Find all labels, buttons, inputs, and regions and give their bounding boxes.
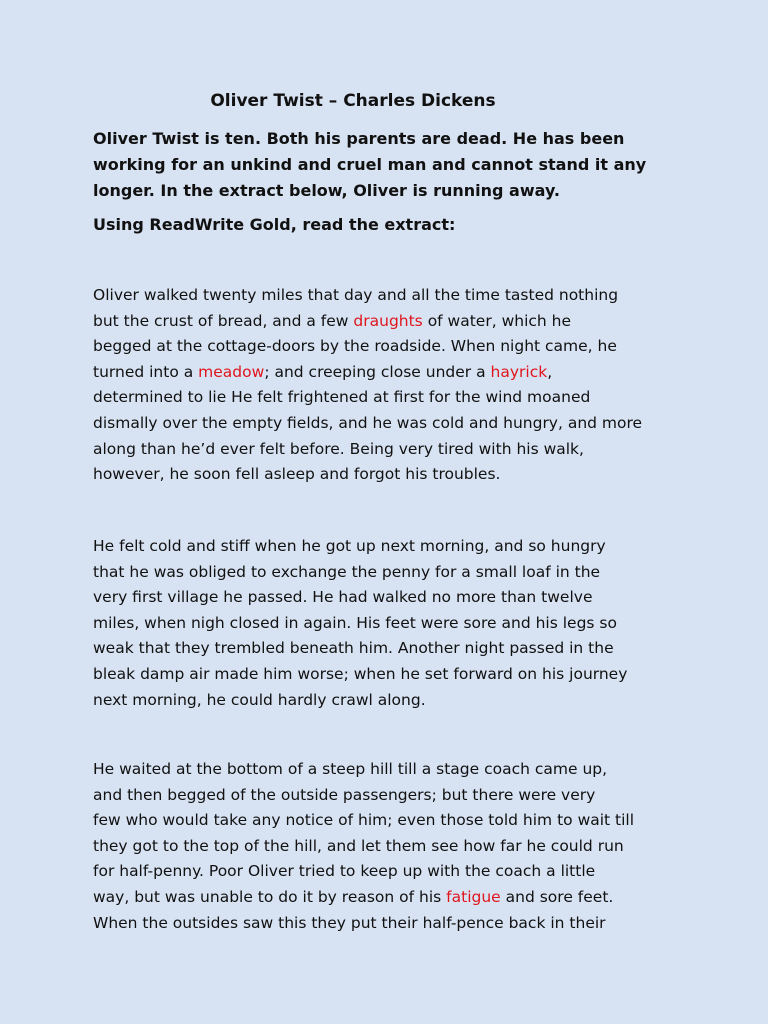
text-segment: , (547, 362, 553, 381)
paragraph-line (93, 885, 634, 911)
paragraph-line: few who would take any notice of him; even those told him to wait till (93, 811, 635, 830)
paragraph-line: next morning, he could hardly crawl along. (93, 690, 426, 709)
paragraph-line: miles, when nigh closed in again. His feet were sore and his legs so (93, 613, 617, 632)
text-segment: and sore feet. (500, 887, 614, 906)
paragraph-line: however, he soon fell asleep and forgot his troubles. (93, 465, 501, 484)
document-page (93, 88, 693, 932)
paragraph-line: When the outsides saw this they put their half-pence back in their (93, 913, 606, 932)
paragraph-line: Oliver walked twenty miles that day and all the time tasted nothing (93, 286, 619, 304)
instruction-text: Using ReadWrite Gold, read the extract: (93, 215, 456, 234)
paragraph-line: begged at the cottage-doors by the roadside. When night came, he (93, 337, 617, 356)
paragraph-line: very first village he passed. He had walked no more than twelve (93, 588, 593, 607)
paragraph-line: determined to lie He felt frightened at first for the wind moaned (93, 388, 591, 407)
paragraph-line: that he was obliged to exchange the penny for a small loaf in the (93, 562, 601, 581)
paragraph-line: along than he’d ever felt before. Being very tired with his walk, (93, 439, 584, 458)
text-segment: turned into a (93, 362, 199, 381)
paragraph-line (93, 309, 642, 335)
paragraph-line: they got to the top of the hill, and let them see how far he could run (93, 836, 624, 855)
paragraph-line: dismally over the empty fields, and he was cold and hungry, and more (93, 413, 643, 432)
intro-line: Oliver Twist is ten. Both his parents are dead. He has been (93, 129, 625, 148)
highlighted-word-draughts: draughts (353, 311, 423, 330)
highlighted-word-meadow: meadow (198, 362, 265, 381)
text-segment: of water, which he (422, 311, 572, 330)
paragraph-line (93, 360, 642, 386)
extract-paragraph-3 (93, 757, 634, 936)
extract-paragraph-1 (93, 283, 642, 488)
paragraph-line: He felt cold and stiff when he got up next morning, and so hungry (93, 537, 606, 555)
text-segment: but the crust of bread, and a few (93, 311, 354, 330)
paragraph-line: for half-penny. Poor Oliver tried to keep up with the coach a little (93, 862, 596, 881)
document-title: Oliver Twist – Charles Dickens (210, 91, 496, 111)
intro-line: longer. In the extract below, Oliver is running away. (93, 181, 560, 200)
highlighted-word-fatigue: fatigue (446, 887, 501, 906)
intro-paragraph (93, 126, 693, 204)
paragraph-line: and then begged of the outside passengers; but there were very (93, 785, 596, 804)
paragraph-line: weak that they trembled beneath him. Another night passed in the (93, 639, 614, 658)
extract-paragraph-2 (93, 534, 627, 713)
paragraph-line: He waited at the bottom of a steep hill till a stage coach came up, (93, 760, 608, 778)
highlighted-word-hayrick: hayrick (490, 362, 548, 381)
intro-line: working for an unkind and cruel man and cannot stand it any (93, 155, 647, 174)
text-segment: way, but was unable to do it by reason of his (93, 887, 447, 906)
text-segment: ; and creeping close under a (264, 362, 491, 381)
paragraph-line: bleak damp air made him worse; when he set forward on his journey (93, 664, 628, 683)
